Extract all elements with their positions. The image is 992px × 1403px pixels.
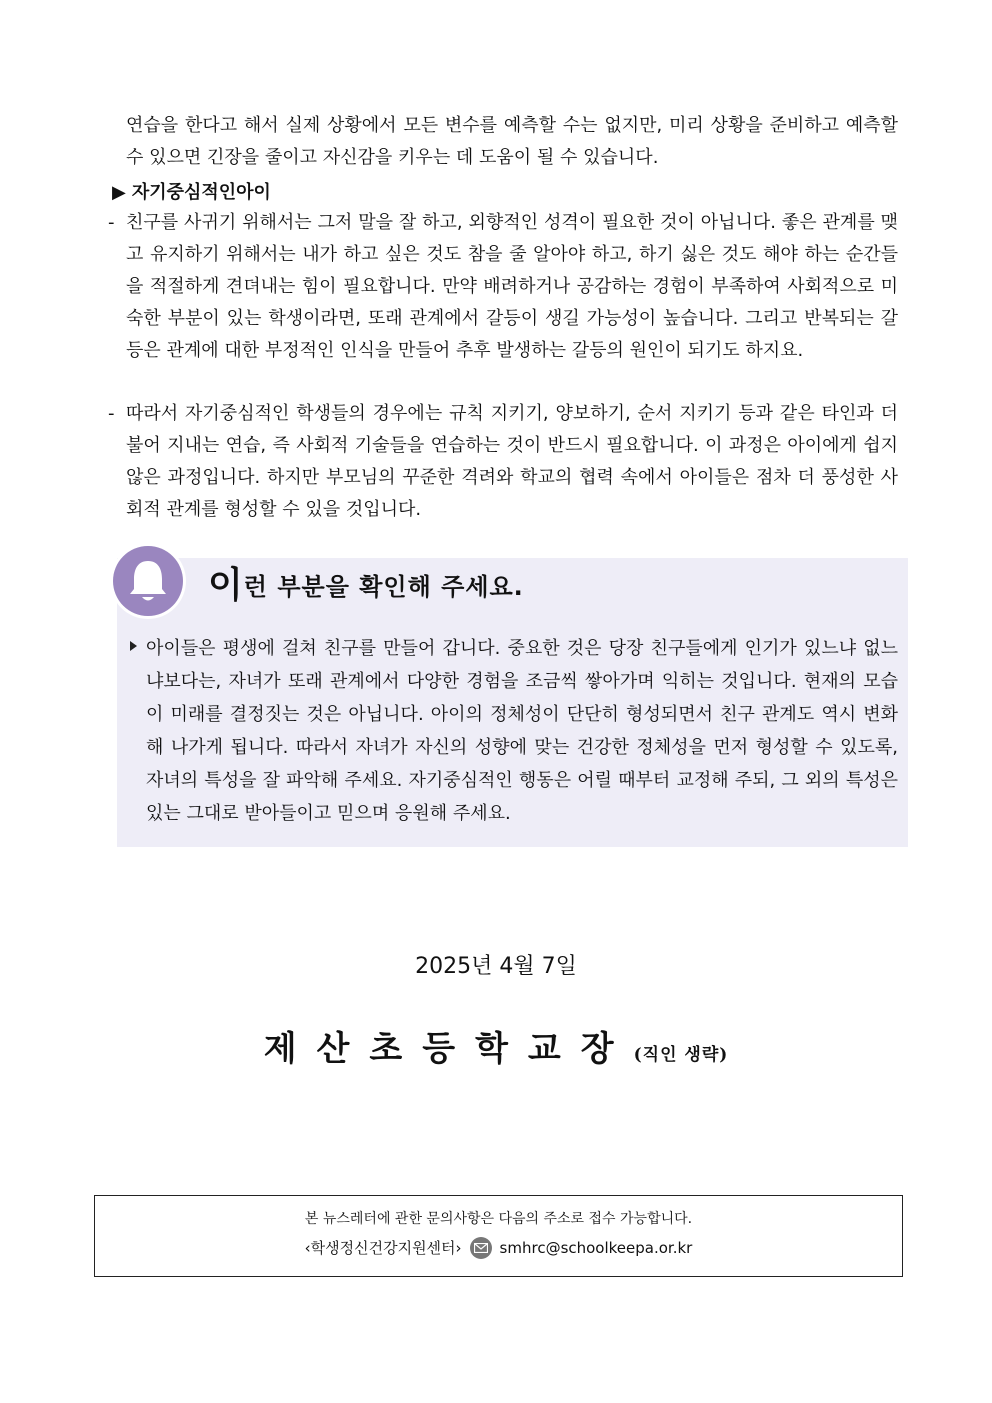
list-item-text: 친구를 사귀기 위해서는 그저 말을 잘 하고, 외향적인 성격이 필요한 것이 아닙니다. 좋은 관계를 맺고 유지하기 위해서는 내가 하고 싶은 것도 참을 줄 알아야 하고, 하기 싫은 것도 해야 하는 순간들을 적절하게 견뎌내는 힘이 필요합니다. 만약 배려하거나 공감하는 경험이 부족하여 사회적으로 미숙한 부분이 있는 학생이라면, 또래 관계에서 갈등이 생길 가능성이 높습니다. 그리고 반복되는 갈등은 관계에 대한 부정적인 인식을 만들어 추후 발생하는 갈등의 원인이 되기도 하지요.	[126, 212, 898, 361]
footer-box	[94, 1195, 903, 1277]
mail-icon	[470, 1237, 492, 1259]
list-item-text: 따라서 자기중심적인 학생들의 경우에는 규칙 지키기, 양보하기, 순서 지키기 등과 같은 타인과 더불어 지내는 연습, 즉 사회적 기술들을 연습하는 것이 반드시 필요합니다. 이 과정은 아이에게 쉽지 않은 과정입니다. 하지만 부모님의 꾸준한 격려와 학교의 협력 속에서 아이들은 점차 더 풍성한 사회적 관계를 형성할 수 있을 것입니다.	[126, 403, 898, 520]
section-heading	[112, 178, 271, 208]
arrow-icon: ▶	[112, 182, 126, 203]
notice-title-initial: 이	[208, 565, 244, 606]
seal-note: (직인 생략)	[633, 1045, 729, 1065]
notice-title-rest: 런 부분을 확인해 주세요.	[243, 573, 524, 601]
bell-icon	[126, 557, 170, 605]
dash-marker: -	[108, 403, 115, 424]
list-item	[108, 207, 898, 367]
bell-badge	[110, 543, 186, 619]
triangle-bullet-icon	[130, 641, 137, 651]
signature-line	[0, 1024, 992, 1080]
notice-text: 아이들은 평생에 걸쳐 친구를 만들어 갑니다. 중요한 것은 당장 친구들에게 인기가 있느냐 없느냐보다는, 자녀가 또래 관계에서 다양한 경험을 조금씩 쌓아가며 익히는 것입니다. 현재의 모습이 미래를 결정짓는 것은 아닙니다. 아이의 정체성이 단단히 형성되면서 친구 관계도 역시 변화해 나가게 됩니다. 따라서 자녀가 자신의 성향에 맞는 건강한 정체성을 먼저 형성할 수 있도록, 자녀의 특성을 잘 파악해 주세요. 자기중심적인 행동은 어릴 때부터 교정해 주되, 그 외의 특성은 있는 그대로 받아들이고 믿으며 응원해 주세요.	[146, 638, 898, 824]
footer-email[interactable]: smhrc@schoolkeepa.or.kr	[499, 1239, 693, 1257]
notice-title	[208, 566, 524, 607]
dash-marker: -	[108, 212, 115, 233]
footer-notice: 본 뉴스레터에 관한 문의사항은 다음의 주소로 접수 가능합니다.	[304, 1211, 693, 1227]
footer-contact	[95, 1236, 902, 1260]
intro-paragraph: 연습을 한다고 해서 실제 상황에서 모든 변수를 예측할 수는 없지만, 미리 상황을 준비하고 예측할 수 있으면 긴장을 줄이고 자신감을 키우는 데 도움이 될 수 있습니다.	[126, 115, 898, 168]
school-principal: 제산초등학교장	[263, 1029, 634, 1069]
issue-date: 2025년 4월 7일	[415, 954, 577, 979]
section-heading-text: 자기중심적인아이	[131, 182, 271, 203]
footer-org: ‹학생정신건강지원센터›	[304, 1239, 462, 1257]
list-item	[108, 398, 898, 526]
